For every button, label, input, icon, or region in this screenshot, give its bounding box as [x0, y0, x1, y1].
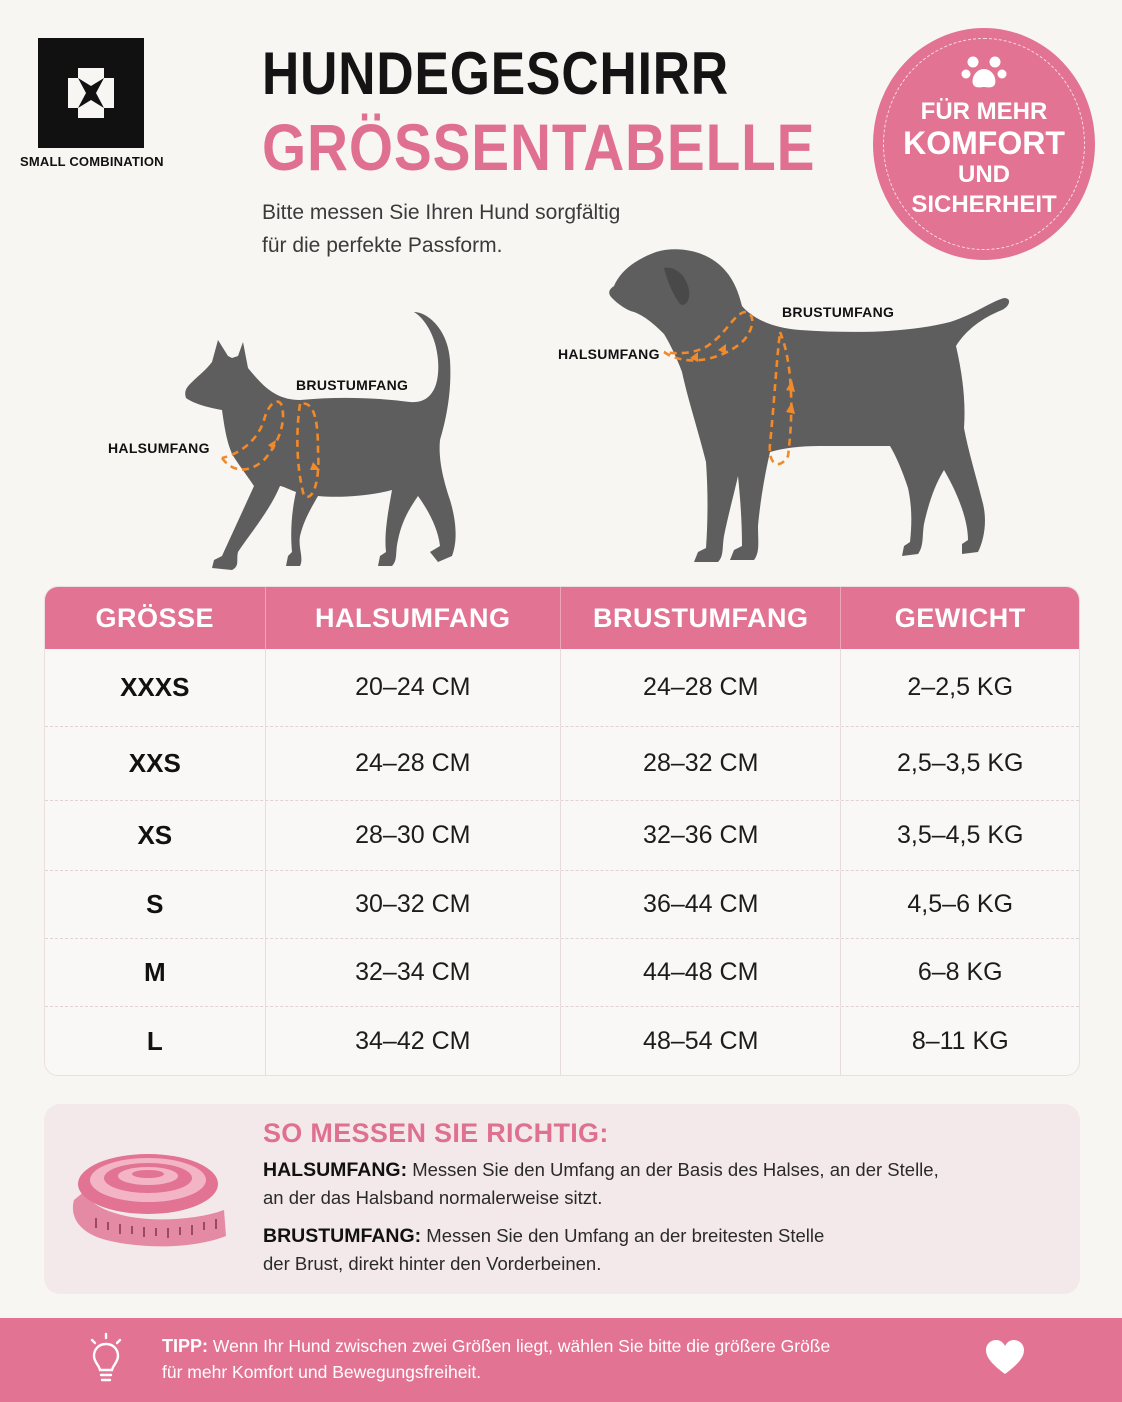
dog-chest-label: BRUSTUMFANG: [782, 304, 895, 320]
chest-instruction-text: Messen Sie den Umfang an der breitesten Stelle: [426, 1225, 825, 1246]
measurement-illustration: [0, 240, 1122, 580]
tip-label: TIPP:: [162, 1336, 209, 1356]
size-cell: L: [45, 1007, 266, 1075]
weight-cell: 3,5–4,5 KG: [896, 821, 1024, 849]
tip-text: [162, 1333, 962, 1385]
size-cell: M: [45, 939, 266, 1006]
badge-line: UND: [958, 161, 1010, 188]
neck-instruction-text: an der das Halsband normalerweise sitzt.: [263, 1187, 603, 1208]
table-row: [45, 939, 1079, 1007]
logo-text: SMALL COMBINATION: [20, 154, 164, 169]
column-header-neck: HALSUMFANG: [266, 587, 561, 649]
neck-instruction: [263, 1156, 1053, 1212]
chest-cell: 24–28 CM: [561, 649, 841, 726]
size-table: [44, 586, 1080, 1076]
badge-line: SICHERHEIT: [911, 191, 1057, 218]
cat-neck-label: HALSUMFANG: [108, 440, 210, 456]
weight-cell: 2–2,5 KG: [907, 673, 1014, 701]
instructions-title: SO MESSEN SIE RICHTIG:: [263, 1118, 609, 1148]
neck-cell: 20–24 CM: [266, 649, 561, 726]
lightbulb-icon: [88, 1332, 124, 1384]
badge-ring: [883, 38, 1085, 250]
measuring-instructions: [44, 1104, 1080, 1294]
table-row: [45, 649, 1079, 727]
chest-cell: 28–32 CM: [561, 727, 841, 800]
subtitle-line: für die perfekte Passform.: [262, 234, 503, 257]
neck-cell: 32–34 CM: [266, 939, 561, 1006]
table-row: [45, 727, 1079, 801]
table-row: [45, 871, 1079, 939]
chest-instruction: [263, 1222, 1053, 1278]
cat-silhouette-icon: [0, 240, 1122, 580]
size-cell: XXS: [45, 727, 266, 800]
table-header-row: [45, 587, 1079, 649]
column-header-chest: BRUSTUMFANG: [561, 587, 841, 649]
tip-text-line: Wenn Ihr Hund zwischen zwei Größen liegt, wählen Sie bitte die größere Größe: [212, 1336, 831, 1356]
neck-cell: 34–42 CM: [266, 1007, 561, 1075]
table-row: [45, 1007, 1079, 1075]
table-row: [45, 801, 1079, 871]
cat-chest-label: BRUSTUMFANG: [296, 377, 409, 393]
neck-cell: 24–28 CM: [266, 727, 561, 800]
subtitle-line: Bitte messen Sie Ihren Hund sorgfältig: [262, 201, 621, 224]
measuring-tape-icon: [66, 1144, 236, 1254]
weight-cell: 4,5–6 KG: [907, 890, 1014, 918]
chest-instruction-text: der Brust, direkt hinter den Vorderbeinen.: [263, 1253, 602, 1274]
chest-cell: 48–54 CM: [561, 1007, 841, 1075]
weight-cell: 2,5–3,5 KG: [896, 749, 1024, 777]
chest-cell: 36–44 CM: [561, 871, 841, 938]
size-cell: XXXS: [45, 649, 266, 726]
column-header-weight: GEWICHT: [894, 602, 1026, 633]
badge-line-emphasis: KOMFORT: [903, 125, 1065, 161]
comfort-badge: [873, 28, 1095, 260]
logo-mark-icon: [38, 38, 144, 148]
size-cell: S: [45, 871, 266, 938]
heart-icon: [985, 1340, 1025, 1376]
tip-text-line: für mehr Komfort und Bewegungsfreiheit.: [162, 1362, 482, 1382]
chest-cell: 44–48 CM: [561, 939, 841, 1006]
tip-banner: [0, 1318, 1122, 1402]
page-title: HUNDEGESCHIRR: [262, 40, 730, 107]
neck-cell: 30–32 CM: [266, 871, 561, 938]
neck-cell: 28–30 CM: [266, 801, 561, 870]
brand-logo: [20, 38, 170, 169]
page-title-accent: GRÖSSENTABELLE: [262, 110, 816, 184]
size-cell: XS: [45, 801, 266, 870]
weight-cell: 8–11 KG: [911, 1026, 1009, 1055]
neck-instruction-text: Messen Sie den Umfang an der Basis des Halses, an der Stelle,: [412, 1159, 939, 1180]
chest-instruction-label: BRUSTUMFANG:: [263, 1225, 422, 1247]
chest-cell: 32–36 CM: [561, 801, 841, 870]
column-header-size: GRÖSSE: [45, 587, 266, 649]
neck-instruction-label: HALSUMFANG:: [263, 1159, 408, 1181]
badge-line: FÜR MEHR: [920, 98, 1048, 125]
weight-cell: 6–8 KG: [917, 958, 1003, 986]
dog-neck-label: HALSUMFANG: [558, 346, 660, 362]
